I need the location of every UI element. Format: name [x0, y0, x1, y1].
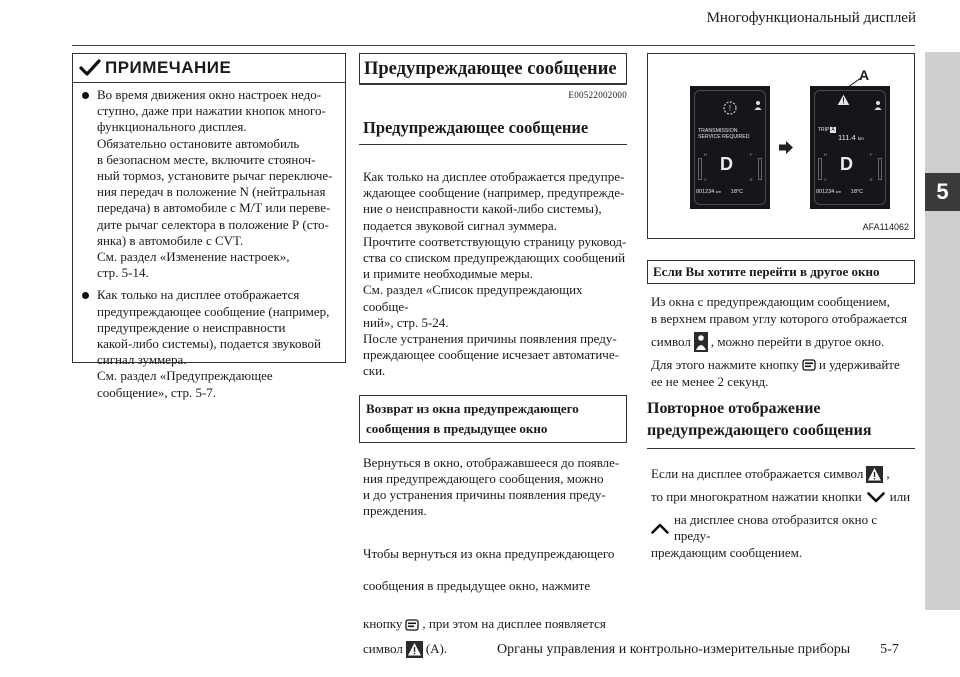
page-header-title: Многофункциональный дисплей: [706, 10, 916, 26]
odometer-value: 001234: [816, 189, 835, 195]
gauge-label-h: H: [704, 152, 707, 157]
text-line: [651, 357, 916, 374]
text-fragment: символ: [651, 333, 691, 349]
warning-symbol-icon: [837, 94, 850, 106]
odometer-value: 001234: [696, 189, 715, 195]
gauge-label-f: F: [870, 152, 873, 157]
section-heading: Предупреждающее сообщение: [359, 53, 627, 85]
person-icon: [753, 100, 763, 110]
warning-symbol-icon: [406, 641, 423, 658]
subsection-heading: Предупреждающее сообщение: [359, 118, 627, 145]
text-fragment: Для этого нажмите кнопку: [651, 357, 799, 372]
gear-indicator: D: [720, 154, 733, 174]
subsection-box-title: Возврат из окна предупреждающего сообщения в предыдущее окно: [359, 395, 627, 443]
gauge-label-h: H: [824, 152, 827, 157]
text-fragment: , при этом на дисплее появляется: [422, 616, 606, 632]
chevron-down-icon: [867, 492, 885, 503]
gear-warning-icon: [720, 98, 740, 118]
text-fragment: ,: [886, 466, 890, 482]
text-fragment: и удерживайте: [818, 357, 900, 372]
display-button-icon: [802, 359, 816, 371]
body-paragraph: Вернуться в окно, отображавшееся до появле- ния предупреждающего сообщения, можно и до устранения причины появления преду- преждения.: [363, 454, 620, 519]
text-fragment: , можно перейти в другое окно.: [710, 333, 885, 349]
subsection-heading: Повторное отображение предупреждающего сообщения: [647, 398, 915, 449]
text-line: сообщения в предыдущее окно, нажмите: [363, 578, 591, 594]
chapter-number-badge: 5: [925, 173, 960, 211]
gauge-label-e: E: [870, 177, 873, 182]
note-title: ПРИМЕЧАНИЕ: [105, 58, 232, 77]
figure-code: AFA114062: [862, 222, 909, 232]
gauge-label-f: F: [750, 152, 753, 157]
text-fragment: (A).: [425, 641, 448, 657]
display-screen-before: [690, 86, 770, 209]
body-paragraph: [359, 529, 627, 610]
text-line: [651, 332, 916, 352]
header-rule: [72, 45, 915, 46]
fuel-gauge-bar: [878, 158, 882, 180]
text-fragment: кнопку: [363, 616, 403, 632]
page-number: 5-7: [880, 642, 899, 657]
gauge-label-e: E: [750, 177, 753, 182]
note-list: [73, 83, 345, 401]
text-fragment: на дисплее снова отобразится окно с преду-: [673, 511, 878, 543]
dashboard-figure: [647, 53, 915, 239]
temp-gauge-bar: [698, 158, 702, 180]
body-paragraph: Как только на дисплее отображается предупре- ждающее сообщение (например, предупрежде- ние о неисправности какой-либо системы), подается звуковой сигнал зуммера. Прочтите соответствующую страницу руковод- ства со списком предупреждающих сообщений и примите необходимые меры. См. раздел «Список предупреждающих сообще- ний», стр. 5-24. После устранения причины появления преду- преждающее сообщение исчезает автоматиче- ски.: [363, 169, 627, 379]
gauge-label-c: C: [704, 177, 707, 182]
section-code: E00522002000: [568, 90, 627, 100]
subsection-box-title: Если Вы хотите перейти в другое окно: [647, 260, 915, 284]
gauge-label-c: C: [824, 177, 827, 182]
text-line: ее не менее 2 секунд.: [651, 373, 769, 389]
callout-label-a: A: [859, 67, 870, 83]
note-header: [73, 54, 345, 83]
trip-label: TRIP: [818, 127, 830, 133]
checkmark-icon: [79, 59, 101, 77]
odometer-unit: km: [835, 189, 842, 194]
text-line: Из окна с предупреждающим сообщением,: [651, 294, 890, 309]
display-button-icon: [405, 619, 419, 631]
text-line: [651, 489, 916, 506]
text-fragment: Если на дисплее отображается символ: [651, 466, 864, 482]
note-item: Как только на дисплее отображается предупреждающее сообщение (например, предупреждение о неисправности какой-либо системы), подается звуковой сигнал зуммера. См. раздел «Предупреждающее сообщение», стр. 5-7.: [81, 287, 339, 400]
column-warning-message: [359, 53, 627, 658]
odometer-unit: km: [715, 189, 722, 194]
gear-indicator: D: [840, 154, 853, 174]
arrow-right-icon: [779, 141, 793, 154]
fuel-gauge-bar: [758, 158, 762, 180]
text-line: [651, 466, 916, 483]
person-icon: [873, 100, 883, 110]
note-item: Во время движения окно настроек недо- ступно, даже при нажатии кнопок много- функционального дисплея. Обязательно остановите автомобиль в безопасном месте, включите стояноч- ный тормоз, установите рычаг переключе- ния передач в положение N (нейтральная передача) в автомобиле с М/Т или переве- дите рычаг селектора в положение Р (сто- янка) в автомобиле с CVT. См. раздел «Изменение настроек», стр. 5-14.: [81, 87, 339, 281]
text-line: [359, 641, 627, 658]
text-fragment: или: [889, 489, 911, 504]
trip-unit: km: [857, 136, 864, 141]
text-line: в верхнем правом углу которого отображается: [651, 310, 907, 326]
warning-symbol-icon: [866, 466, 883, 483]
text-fragment: то при многократном нажатии кнопки: [651, 489, 862, 504]
body-paragraph: [651, 294, 916, 390]
chapter-side-tab: [925, 52, 960, 610]
text-line: [359, 616, 627, 632]
body-paragraph: [651, 466, 916, 561]
note-box: [72, 53, 346, 400]
text-fragment: символ: [363, 641, 403, 657]
footer-section: Органы управления и контрольно-измерительные приборы: [497, 642, 851, 657]
text-line: Чтобы вернуться из окна предупреждающего: [363, 545, 615, 561]
trip-value: 111.4: [838, 133, 856, 142]
temp-gauge-bar: [818, 158, 822, 180]
text-line: [651, 512, 916, 545]
outside-temp: 18°C: [730, 189, 744, 195]
text-line: преждающим сообщением.: [651, 544, 803, 560]
person-symbol-icon: [694, 332, 708, 352]
screen-message-line: SERVICE REQUIRED: [698, 134, 750, 140]
svg-text:!: !: [728, 104, 732, 113]
screen-message-line: TRANSMISSION: [698, 128, 738, 134]
outside-temp: 18°C: [850, 189, 864, 195]
display-screen-after: [810, 86, 890, 209]
trip-tag: A: [831, 127, 835, 133]
chevron-up-icon: [651, 523, 669, 534]
